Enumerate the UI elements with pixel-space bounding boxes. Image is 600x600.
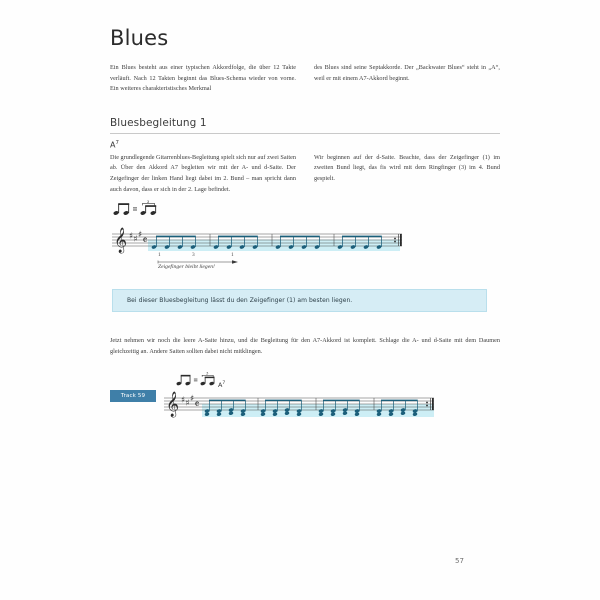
fingering-number-3: 1	[231, 252, 234, 258]
page-title: Blues	[110, 26, 169, 50]
page-number: 57	[455, 557, 464, 565]
section-divider	[110, 133, 500, 134]
chord-root: A	[110, 140, 116, 150]
post-callout-paragraph	[110, 336, 500, 357]
chord-symbol-a7-two	[218, 382, 225, 389]
staff-caption: Zeigefinger bleibt liegen!	[158, 264, 215, 270]
intro-text-right: des Blues sind seine Septakkorde. Der „Backwater Blues“ steht in „A“, weil er mit einem A7-Akkord beginnt.	[314, 64, 500, 82]
svg-text:♯: ♯	[190, 393, 195, 404]
fingering-number-1: 1	[158, 252, 161, 258]
music-staff-two	[162, 390, 440, 424]
page-content	[110, 28, 500, 195]
intro-columns	[110, 63, 500, 95]
tip-callout-box	[112, 289, 487, 312]
svg-text:𝄞: 𝄞	[166, 392, 180, 417]
svg-text:𝄴: 𝄴	[194, 398, 200, 411]
section-header	[110, 117, 500, 134]
svg-text:3: 3	[206, 371, 209, 376]
post-callout-text: Jetzt nehmen wir noch die leere A-Saite hinzu, und die Begleitung für den A7-Akkord ist komplett. Schlage die A- und d-Saite mit dem Daumen gleichzeitig an. Andere Saiten sollten dabei nicht mitklingen.	[110, 337, 500, 355]
svg-text:♯: ♯	[185, 398, 190, 409]
section-title: Bluesbegleitung 1	[110, 116, 207, 129]
intro-text-left: Ein Blues besteht aus einer typischen Akkordfolge, die über 12 Takte verläuft. Nach 12 Takten beginnt das Blues-Schema wieder von vorne. Ein weiteres charakteristisches Merkmal	[110, 64, 296, 93]
intro-column-left	[110, 63, 296, 95]
music-example-two	[110, 372, 440, 428]
intro-column-right	[314, 63, 500, 95]
svg-text:3: 3	[146, 198, 150, 204]
tip-callout-text: Bei dieser Bluesbegleitung lässt du den Zeigefinger (1) am besten liegen.	[127, 297, 353, 304]
section-column-right	[314, 153, 500, 196]
section-column-left	[110, 153, 296, 196]
svg-text:𝄞: 𝄞	[114, 228, 128, 253]
section-text-right: Wir beginnen auf der d-Saite. Beachte, dass der Zeigefinger (1) im zweiten Bund liegt, das fis wird mit dem Ringfinger (3) im 4. Bund gespielt.	[314, 153, 500, 182]
music-example-one	[110, 200, 410, 282]
section-text-left: Die grundlegende Gitarrenblues-Begleitung spielt sich nur auf zwei Saiten ab. Über den Akkord A7 begleiten wir mit der A- und d-Saite. Der Zeigefinger der linken Hand liegt dabei im 2. Bund – man spricht dann auch davon, dass er sich in der 2. Lage befindet.	[110, 153, 296, 193]
svg-text:♯: ♯	[138, 229, 143, 240]
track-badge[interactable]	[110, 390, 156, 402]
swing-rhythm-icon	[112, 200, 170, 218]
music-staff-one	[110, 226, 410, 260]
svg-text:♯: ♯	[181, 395, 186, 406]
chord-extension-two: 7	[222, 381, 226, 386]
section-columns	[110, 153, 500, 196]
svg-text:♯: ♯	[129, 231, 134, 242]
chord-symbol-a7	[110, 141, 500, 150]
svg-text:♯: ♯	[133, 234, 138, 245]
chord-extension: 7	[115, 139, 119, 146]
track-badge-label: Track 59	[120, 393, 146, 399]
chord-root-two: A	[218, 381, 223, 390]
fingering-number-2: 3	[192, 252, 195, 258]
svg-text:𝄴: 𝄴	[142, 234, 148, 247]
